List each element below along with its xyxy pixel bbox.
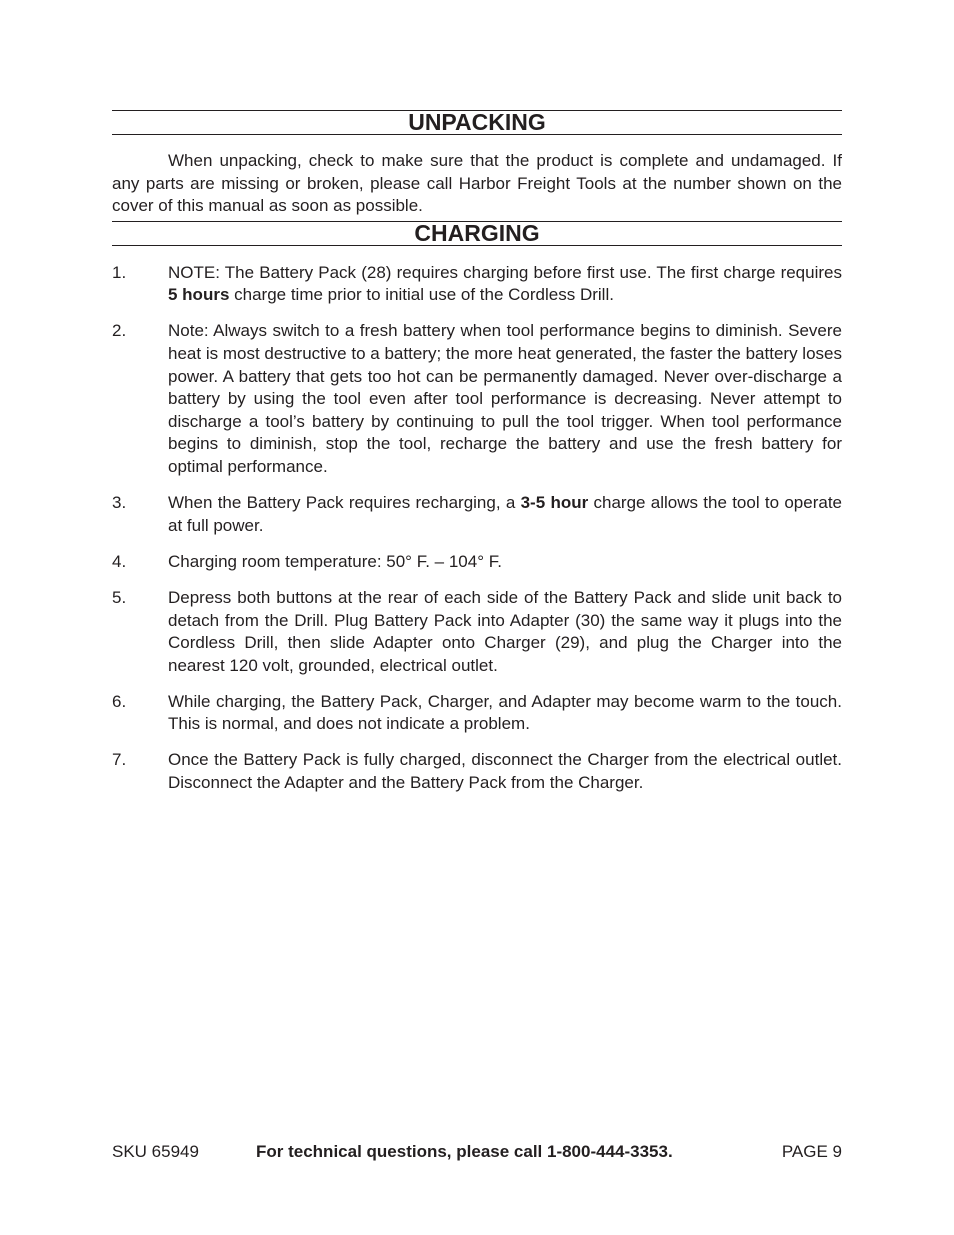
step-number: 6. bbox=[112, 691, 127, 711]
page-number: PAGE 9 bbox=[781, 1142, 842, 1161]
step-text: When the Battery Pack requires recharging, a 3-5 hour charge allows the tool to operate at full power. bbox=[168, 493, 843, 535]
charging-step bbox=[112, 551, 842, 574]
step-number: 4. bbox=[112, 551, 127, 571]
charging-heading: CHARGING bbox=[112, 221, 842, 246]
step-emphasis: 5 hours bbox=[168, 285, 230, 305]
tech-support-line: For technical questions, please call 1-800-444-3353. bbox=[256, 1142, 673, 1161]
unpacking-heading: UNPACKING bbox=[112, 110, 842, 135]
step-text: Charging room temperature: 50° F. – 104° F. bbox=[168, 551, 502, 571]
manual-page bbox=[112, 110, 842, 808]
step-number: 1. bbox=[112, 262, 127, 282]
page-footer bbox=[112, 1140, 842, 1164]
charging-step bbox=[112, 492, 842, 537]
charging-step bbox=[112, 587, 842, 677]
step-text: NOTE: The Battery Pack (28) requires charging before first use. The first charge requires 5 hours charge time prior to initial use of the Cordless Drill. bbox=[168, 262, 842, 305]
charging-step bbox=[112, 320, 842, 478]
step-emphasis: 3-5 hour bbox=[520, 493, 589, 513]
step-text: Once the Battery Pack is fully charged, disconnect the Charger from the electrical outlet. Disconnect the Adapter and the Battery Pack from the Charger. bbox=[168, 750, 842, 793]
step-number: 3. bbox=[112, 493, 127, 513]
step-number: 5. bbox=[112, 587, 127, 607]
step-text: While charging, the Battery Pack, Charger, and Adapter may become warm to the touch. This is normal, and does not indicate a problem. bbox=[168, 691, 842, 734]
unpacking-paragraph: When unpacking, check to make sure that the product is complete and undamaged. If any parts are missing or broken, please call Harbor Freight Tools at the number shown on the cover of this manual as soon as possible. bbox=[112, 151, 842, 216]
charging-step bbox=[112, 262, 842, 307]
charging-step bbox=[112, 749, 842, 794]
step-text: Depress both buttons at the rear of each side of the Battery Pack and slide unit back to detach from the Drill. Plug Battery Pack into Adapter (30) the same way it plugs into the Cordless Drill, then slide Adapter onto Charger (29), and plug the Charger into the nearest 120 volt, grounded, electrical outlet. bbox=[168, 587, 842, 675]
step-number: 7. bbox=[112, 750, 127, 770]
step-text: Note: Always switch to a fresh battery when tool performance begins to diminish. Severe heat is most destructive to a battery; the more heat generated, the faster the battery loses power. A battery that gets too hot can be permanently damaged. Never over-discharge a battery by using the tool even after tool performance is decreasing. Never attempt to discharge a tool’s battery by continuing to pull the tool trigger. When tool performance begins to diminish, stop the tool, recharge the battery and use the fresh battery for optimal performance. bbox=[168, 321, 842, 477]
charging-step bbox=[112, 691, 842, 736]
step-number: 2. bbox=[112, 321, 127, 341]
charging-steps bbox=[112, 262, 842, 795]
sku-label: SKU 65949 bbox=[112, 1142, 199, 1161]
